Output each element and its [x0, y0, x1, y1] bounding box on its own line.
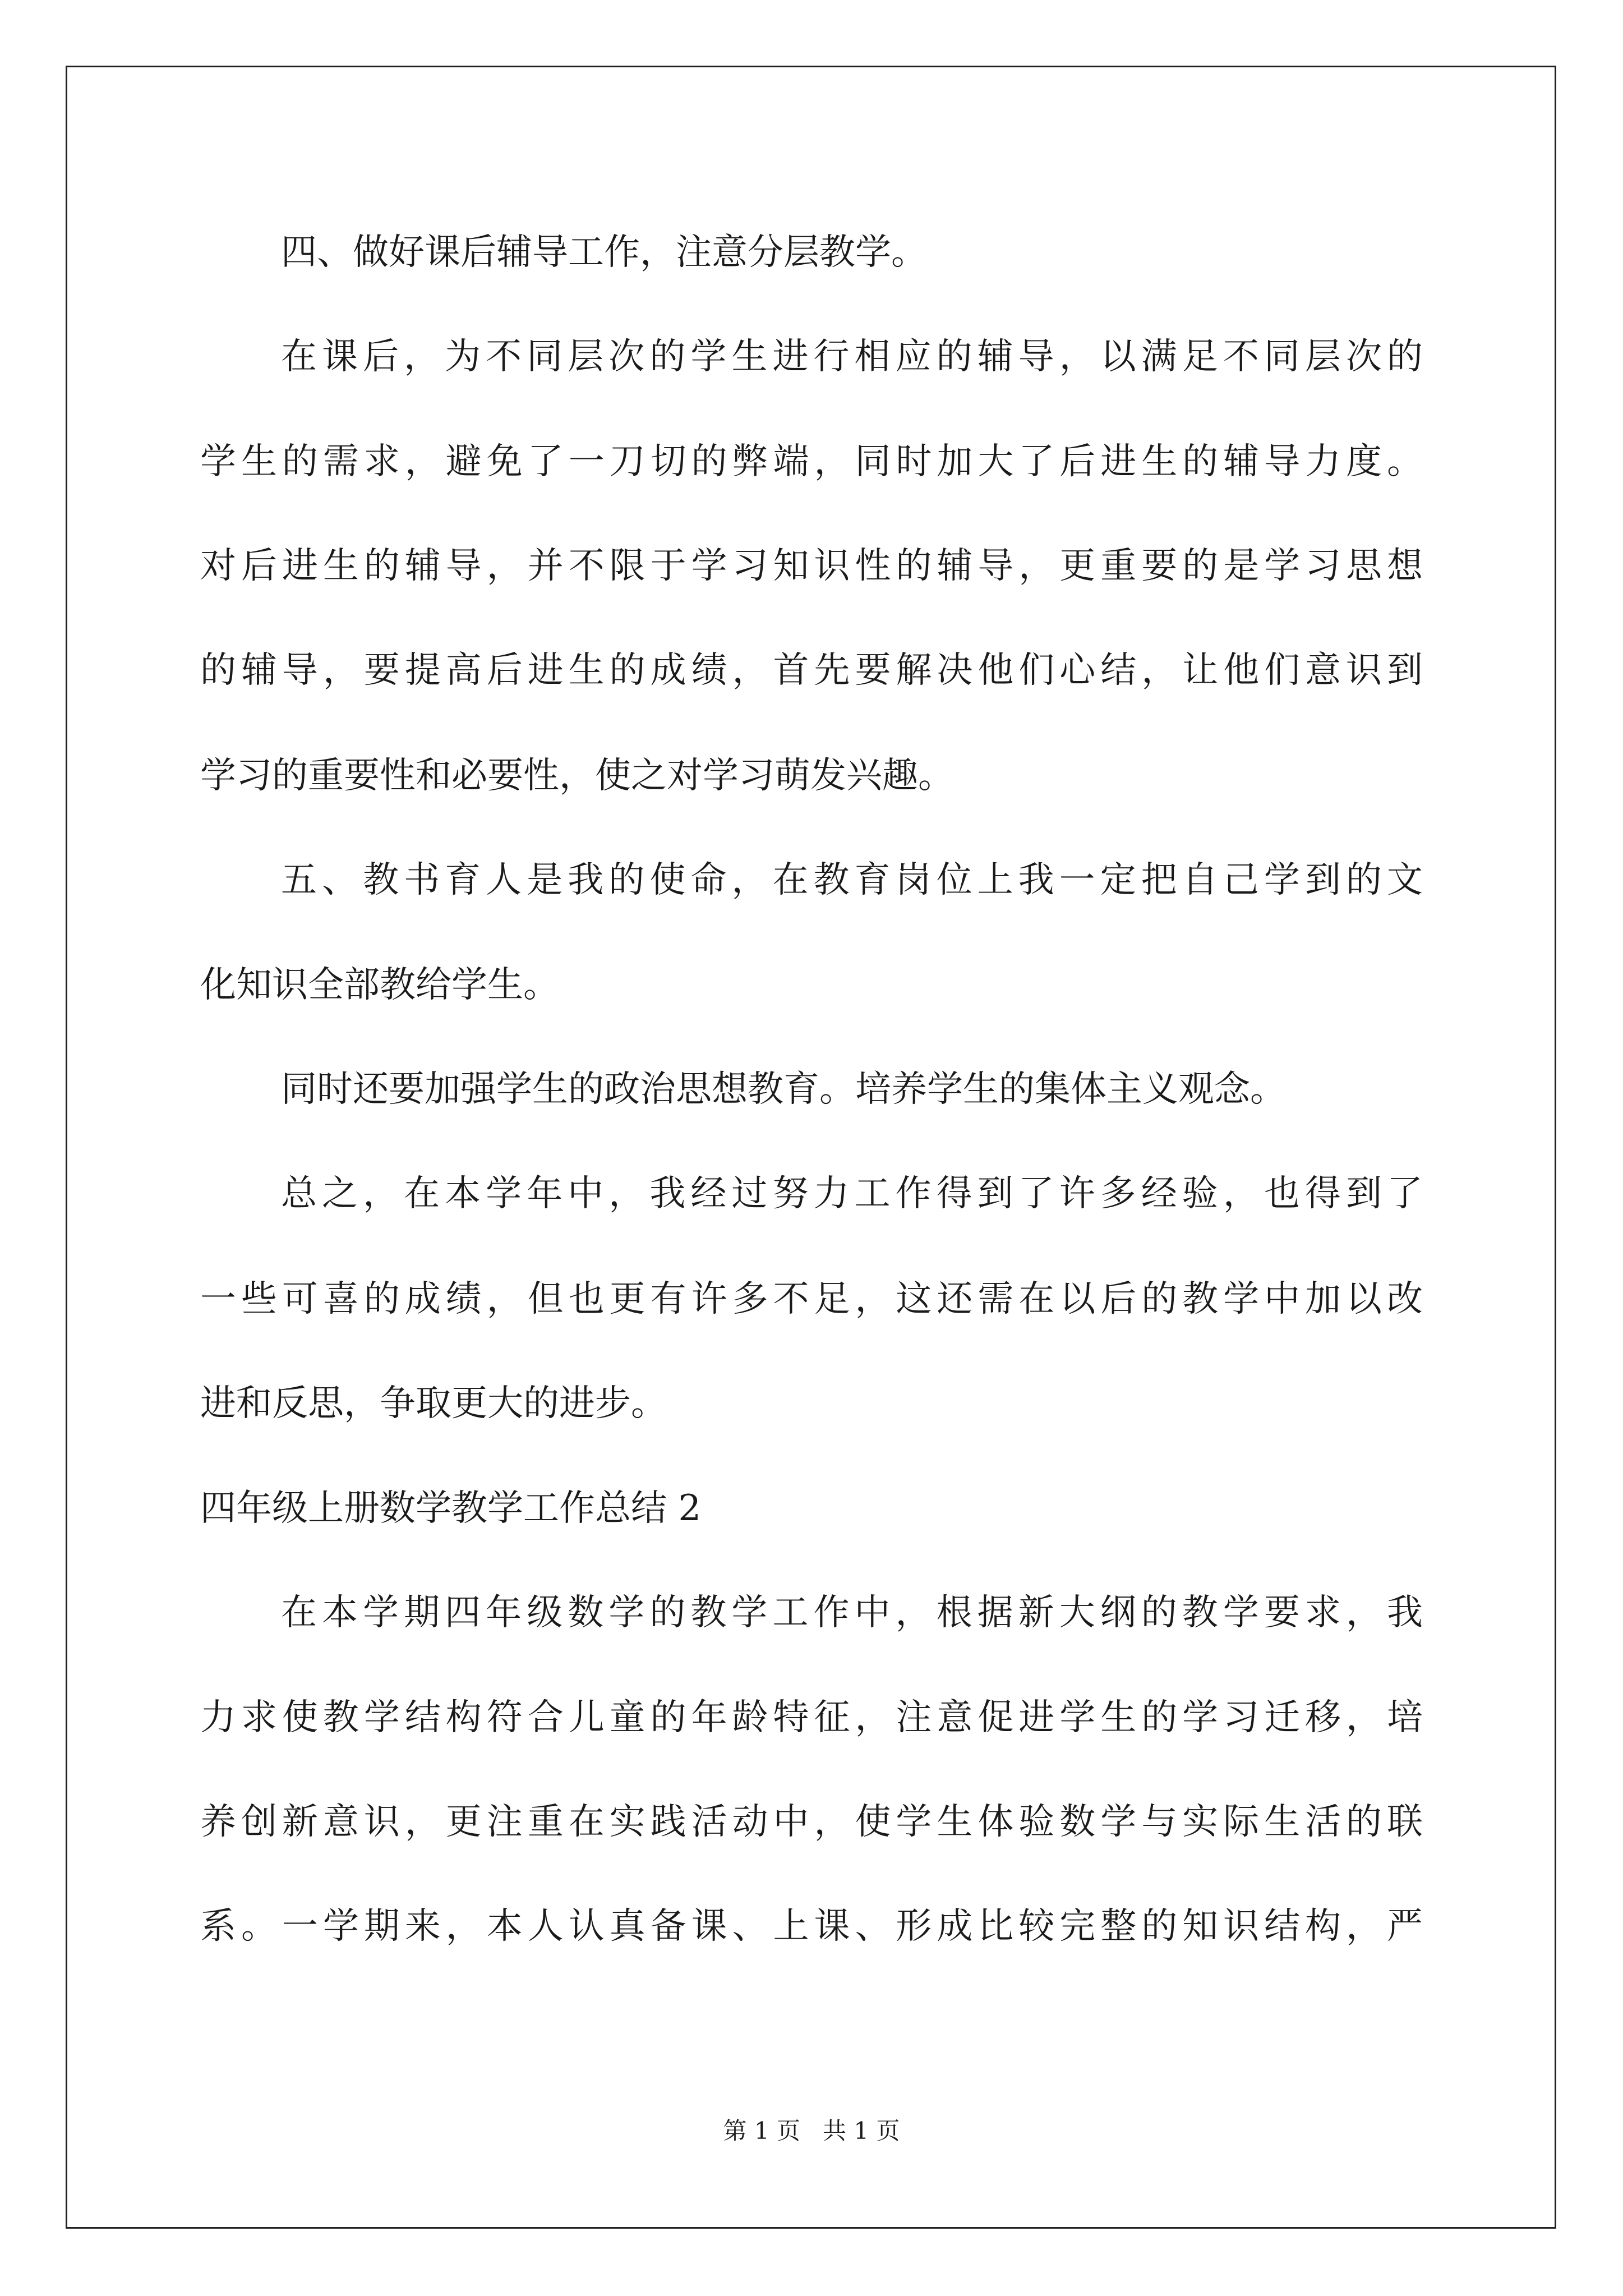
heading-section-four: 四、做好课后辅导工作，注意分层教学。	[281, 232, 927, 273]
paragraph-line: 的辅导，要提高后进生的成绩，首先要解决他们心结，让他们意识到	[200, 650, 1423, 691]
paragraph-line: 力求使教学结构符合儿童的年龄特征，注意促进学生的学习迁移，培	[200, 1697, 1423, 1738]
page-border	[66, 66, 1556, 2229]
heading-section-five: 五、教书育人是我的使命，在教育岗位上我一定把自己学到的文	[281, 859, 1423, 901]
paragraph-line: 对后进生的辅导，并不限于学习知识性的辅导，更重要的是学习思想	[200, 545, 1423, 587]
paragraph-line: 在课后，为不同层次的学生进行相应的辅导，以满足不同层次的	[281, 336, 1423, 378]
paragraph-line: 学习的重要性和必要性，使之对学习萌发兴趣。	[200, 755, 954, 797]
section-title: 四年级上册数学教学工作总结 2	[200, 1488, 702, 1529]
paragraph-line: 同时还要加强学生的政治思想教育。培养学生的集体主义观念。	[281, 1069, 1286, 1110]
paragraph-line: 系。一学期来，本人认真备课、上课、形成比较完整的知识结构，严	[200, 1906, 1423, 1947]
paragraph-line: 化知识全部教给学生。	[200, 964, 559, 1006]
paragraph-line: 养创新意识，更注重在实践活动中，使学生体验数学与实际生活的联	[200, 1801, 1423, 1843]
page-number: 第 1 页 共 1 页	[723, 2117, 900, 2145]
paragraph-line: 学生的需求，避免了一刀切的弊端，同时加大了后进生的辅导力度。	[200, 441, 1423, 482]
paragraph-line: 总之，在本学年中，我经过努力工作得到了许多经验，也得到了	[281, 1173, 1423, 1214]
paragraph-line: 一些可喜的成绩，但也更有许多不足，这还需在以后的教学中加以改	[200, 1278, 1423, 1320]
paragraph-line: 进和反思，争取更大的进步。	[200, 1383, 667, 1424]
paragraph-line: 在本学期四年级数学的教学工作中，根据新大纲的教学要求，我	[281, 1592, 1423, 1634]
